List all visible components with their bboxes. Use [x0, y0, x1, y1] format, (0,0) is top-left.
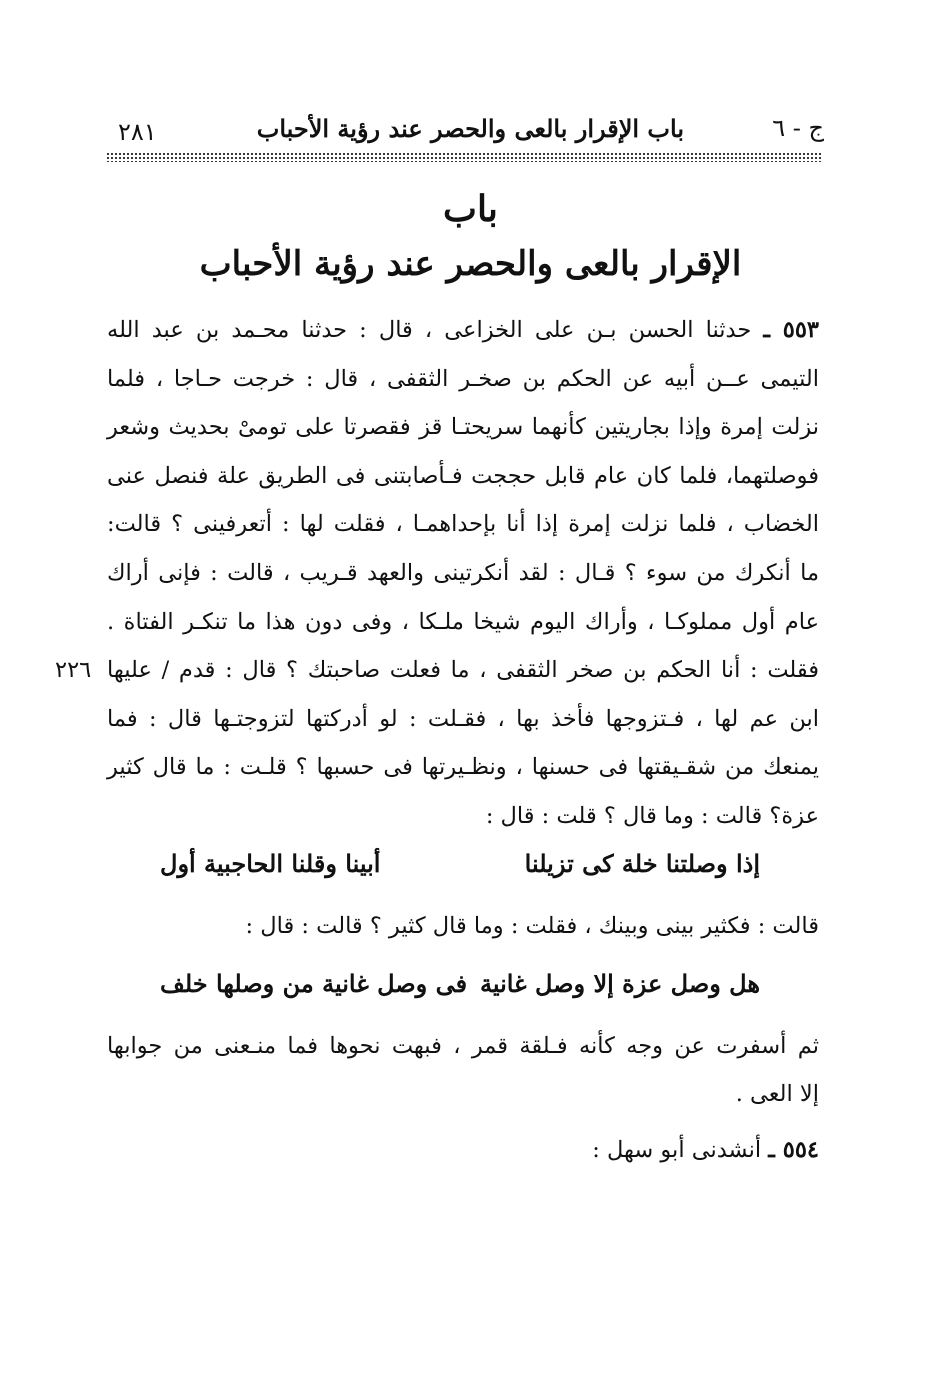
- after-verse-1-line: قالت : فكثير بينى وبينك ، فقلت : وما قال كثير ؟ قالت : قال :: [245, 913, 819, 939]
- text-line: عزة؟ قالت : وما قال ؟ قلت : قال :: [485, 802, 819, 829]
- verse-2-first-hemistich: هل وصل عزة إلا وصل غانية: [479, 969, 760, 998]
- text-line-content: حدثنا الحسن بـن على الخزاعى ، قال : حدثنا محـمد بن عبد الله: [107, 317, 752, 343]
- hadith-554-text: أنشدنى أبو سهل :: [592, 1137, 762, 1163]
- hadith-554: [107, 1126, 819, 1174]
- hadith-number: ٥٥٣ ـ: [763, 317, 819, 343]
- text-line: يمنعك من شقـيقتها فى حسنها ، ونظـيرتها فى حسبها ؟ قلـت : ما قال كثير: [107, 754, 819, 781]
- text-line: ما أنكرك من سوء ؟ قـال : لقد أنكرتينى والعهد قـريب ، قالت : فإنى أراك: [107, 559, 819, 586]
- verse-1: [160, 838, 760, 890]
- text-line: الخضاب ، فلما نزلت إمرة إذا أنا بإحداهمـا ، فقلت لها : أتعرفينى ؟ قالت:: [107, 511, 819, 538]
- page-number: ٢٨١: [118, 118, 157, 146]
- text-line: [107, 306, 819, 355]
- header-rule: [106, 152, 822, 162]
- verse-2: [160, 958, 760, 1010]
- volume-label: ج - ٦: [772, 114, 824, 142]
- closing-line: ثم أسفرت عن وجه كأنه فـلقة قمر ، فبهت نحوها فما منـعنى من جوابها: [107, 1033, 819, 1059]
- chapter-label: باب: [443, 188, 498, 230]
- text-line: التيمى عــن أبيه عن الحكم بن صخـر الثقفى ، قال : خرجت حـاجا ، فلما: [107, 365, 819, 392]
- verse-1-first-hemistich: إذا وصلتنا خلة كى تزيلنا: [524, 849, 760, 878]
- running-title: باب الإقرار بالعى والحصر عند رؤية الأحباب: [256, 114, 684, 143]
- hadith-number: ٥٥٤ ـ: [768, 1137, 819, 1163]
- text-line-content: فقلت : أنا الحكم بن صخر الثقفى ، ما فعلت صاحبتك ؟ قال : قدم / عليها: [107, 657, 819, 684]
- hadith-553-text: [55, 306, 819, 841]
- chapter-title: الإقرار بالعى والحصر عند رؤية الأحباب: [199, 244, 742, 284]
- verse-1-second-hemistich: أبينا وقلنا الحاجبية أول: [160, 849, 381, 878]
- text-line: ابن عم لها ، فـتزوجها فأخذ بها ، فقـلت : لو أدركتها لتزوجتـها قال : فما: [107, 705, 819, 732]
- text-line: فوصلتهما، فلما كان عام قابل حججت فـأصابتنى فى الطريق علة فنصل عنى: [107, 462, 819, 489]
- running-header: [112, 112, 824, 148]
- closing-line: إلا العى .: [735, 1081, 819, 1107]
- margin-reference: ٢٢٦: [55, 657, 92, 684]
- text-line: [55, 646, 819, 695]
- text-line: نزلت إمرة وإذا بجاريتين كأنهما سريحتـا قز فقصرتا على تومىْ بحديث وشعر: [107, 414, 819, 441]
- verse-2-second-hemistich: فى وصل غانية من وصلها خلف: [160, 969, 468, 998]
- text-line: عام أول مملوكـا ، وأراك اليوم شيخا ملـكا ، وفى دون هذا ما تنكـر الفتاة .: [107, 608, 819, 635]
